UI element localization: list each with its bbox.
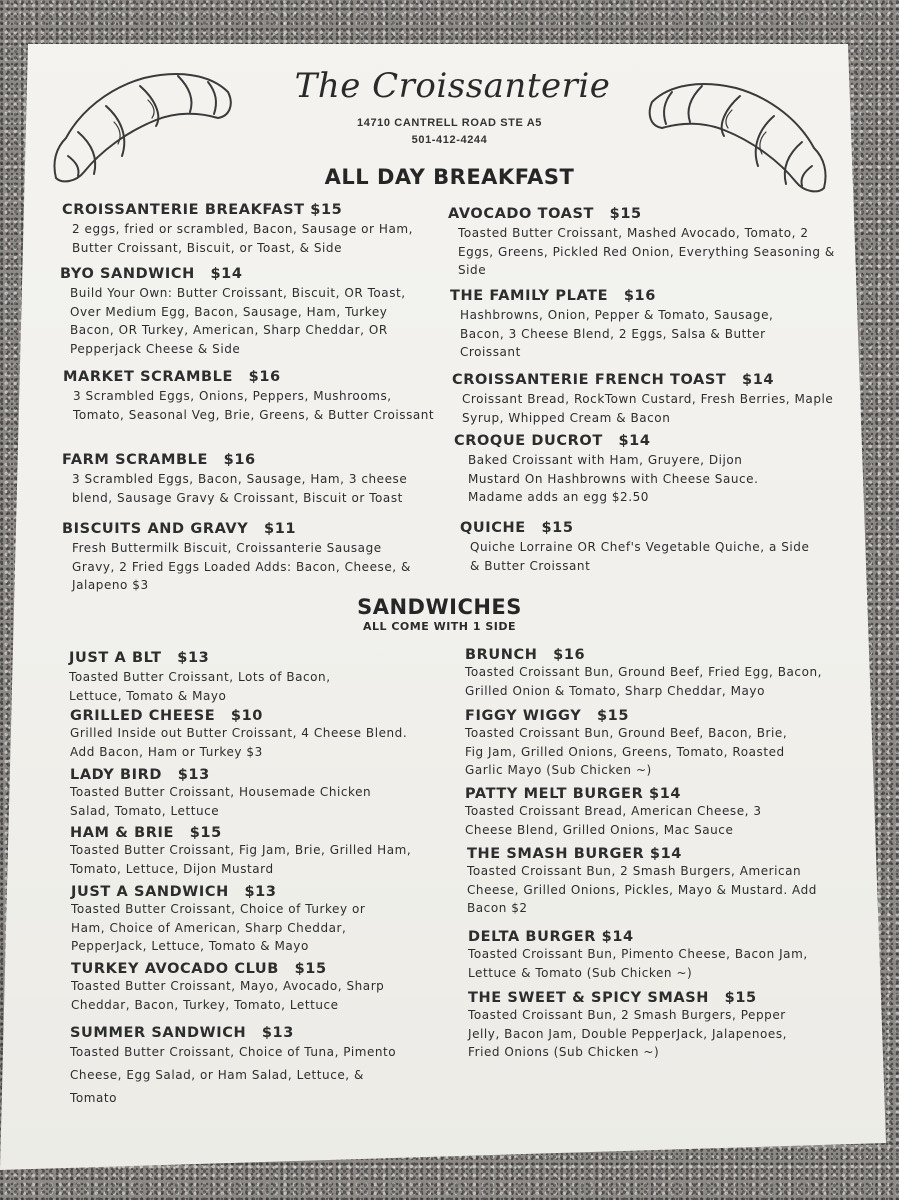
menu-item-farm-scramble bbox=[62, 452, 442, 507]
restaurant-name: The Croissanterie bbox=[294, 66, 611, 106]
item-description: Toasted Butter Croissant, Choice of Tuna, Pimento Cheese, Egg Salad, or Ham Salad, Lettuce, & Tomato bbox=[70, 1045, 397, 1105]
item-name: THE FAMILY PLATE bbox=[450, 288, 609, 304]
item-price: $15 bbox=[724, 990, 757, 1006]
item-price: $11 bbox=[264, 521, 297, 537]
item-name: CROISSANTERIE FRENCH TOAST bbox=[452, 372, 727, 388]
item-name: FARM SCRAMBLE bbox=[62, 452, 209, 468]
item-price: $16 bbox=[553, 647, 586, 663]
item-description: 3 Scrambled Eggs, Onions, Peppers, Mushrooms, Tomato, Seasonal Veg, Brie, Greens, & Butter Croissant bbox=[73, 389, 435, 422]
menu-item-just-a-sandwich bbox=[71, 884, 421, 956]
menu-item-just-a-blt bbox=[69, 650, 419, 705]
item-description: Toasted Butter Croissant, Lots of Bacon, Lettuce, Tomato & Mayo bbox=[69, 670, 331, 703]
item-price: $15 bbox=[189, 825, 222, 841]
item-name: THE SWEET & SPICY SMASH bbox=[468, 990, 709, 1006]
item-description: Hashbrowns, Onion, Pepper & Tomato, Sausage, Bacon, 3 Cheese Blend, 2 Eggs, Salsa & Butter Croissant bbox=[460, 308, 774, 359]
item-price: $14 bbox=[742, 372, 775, 388]
item-price: $16 bbox=[623, 288, 656, 304]
item-description: Croissant Bread, RockTown Custard, Fresh Berries, Maple Syrup, Whipped Cream & Bacon bbox=[462, 392, 834, 425]
menu-item-avocado-toast bbox=[448, 206, 848, 280]
item-price: $14 bbox=[649, 786, 682, 802]
item-description: Toasted Butter Croissant, Choice of Turkey or Ham, Choice of American, Sharp Cheddar, PepperJack, Lettuce, Tomato & Mayo bbox=[71, 902, 366, 953]
menu-item-family-plate bbox=[450, 288, 795, 362]
item-name: JUST A SANDWICH bbox=[71, 884, 229, 900]
item-name: MARKET SCRAMBLE bbox=[63, 369, 233, 385]
menu-item-delta-burger bbox=[468, 929, 818, 982]
item-description: Toasted Butter Croissant, Housemade Chicken Salad, Tomato, Lettuce bbox=[70, 785, 372, 818]
item-name: SUMMER SANDWICH bbox=[70, 1025, 247, 1041]
item-name: AVOCADO TOAST bbox=[448, 206, 594, 222]
item-price: $14 bbox=[601, 929, 634, 945]
address: 14710 CANTRELL ROAD STE A5 bbox=[357, 117, 542, 129]
menu-item-smash-burger bbox=[467, 846, 817, 918]
item-name: LADY BIRD bbox=[70, 767, 163, 783]
menu-item-market-scramble bbox=[63, 369, 443, 424]
item-price: $15 bbox=[541, 520, 574, 536]
item-price: $13 bbox=[177, 650, 210, 666]
menu-item-sweet-and-spicy-smash bbox=[468, 990, 818, 1062]
item-name: HAM & BRIE bbox=[70, 825, 175, 841]
item-description: Toasted Croissant Bread, American Cheese, 3 Cheese Blend, Grilled Onions, Mac Sauce bbox=[465, 804, 762, 837]
breakfast-heading: ALL DAY BREAKFAST bbox=[324, 165, 575, 189]
item-name: QUICHE bbox=[460, 520, 526, 536]
menu-item-grilled-cheese bbox=[70, 708, 420, 761]
item-name: JUST A BLT bbox=[69, 650, 162, 666]
item-price: $13 bbox=[177, 767, 210, 783]
item-name: PATTY MELT BURGER bbox=[465, 786, 644, 802]
menu-item-summer-sandwich bbox=[70, 1025, 420, 1110]
menu-item-french-toast bbox=[452, 372, 852, 427]
item-price: $13 bbox=[261, 1025, 294, 1041]
sandwiches-subheading: ALL COME WITH 1 SIDE bbox=[363, 620, 516, 633]
item-price: $16 bbox=[248, 369, 281, 385]
item-description: Toasted Croissant Bun, 2 Smash Burgers, Pepper Jelly, Bacon Jam, Double PepperJack, Jalapenoes, Fried Onions (Sub Chicken ~) bbox=[468, 1008, 787, 1059]
item-name: BYO SANDWICH bbox=[60, 266, 195, 282]
item-name: THE SMASH BURGER bbox=[467, 846, 645, 862]
item-price: $14 bbox=[618, 433, 651, 449]
item-description: Toasted Croissant Bun, Pimento Cheese, Bacon Jam, Lettuce & Tomato (Sub Chicken ~) bbox=[468, 947, 808, 980]
item-price: $13 bbox=[244, 884, 277, 900]
item-price: $15 bbox=[310, 202, 343, 218]
menu-item-turkey-avocado-club bbox=[71, 961, 431, 1014]
item-description: 2 eggs, fried or scrambled, Bacon, Sausage or Ham, Butter Croissant, Biscuit, or Toast, & Side bbox=[72, 222, 413, 255]
menu-item-byo-sandwich bbox=[60, 266, 430, 358]
item-name: FIGGY WIGGY bbox=[465, 708, 582, 724]
item-price: $15 bbox=[294, 961, 327, 977]
item-name: TURKEY AVOCADO CLUB bbox=[71, 961, 279, 977]
item-description: Grilled Inside out Butter Croissant, 4 Cheese Blend. Add Bacon, Ham or Turkey $3 bbox=[70, 726, 408, 759]
item-description: 3 Scrambled Eggs, Bacon, Sausage, Ham, 3 cheese blend, Sausage Gravy & Croissant, Biscuit or Toast bbox=[72, 472, 408, 505]
item-name: BISCUITS AND GRAVY bbox=[62, 521, 249, 537]
phone: 501-412-4244 bbox=[411, 134, 488, 146]
menu-item-quiche bbox=[460, 520, 840, 575]
item-name: DELTA BURGER bbox=[468, 929, 596, 945]
item-name: CROISSANTERIE BREAKFAST bbox=[62, 202, 305, 218]
menu-item-patty-melt-burger bbox=[465, 786, 805, 839]
menu-item-lady-bird bbox=[70, 767, 420, 820]
item-name: BRUNCH bbox=[465, 647, 538, 663]
item-description: Toasted Butter Croissant, Mayo, Avocado, Sharp Cheddar, Bacon, Turkey, Tomato, Lettuce bbox=[71, 979, 385, 1012]
sandwiches-heading: SANDWICHES bbox=[357, 595, 522, 619]
item-price: $10 bbox=[230, 708, 263, 724]
item-price: $15 bbox=[609, 206, 642, 222]
menu-item-figgy-wiggy bbox=[465, 708, 805, 780]
item-price: $14 bbox=[649, 846, 682, 862]
menu-item-brunch bbox=[465, 647, 855, 700]
item-name: CROQUE DUCROT bbox=[454, 433, 603, 449]
item-price: $15 bbox=[596, 708, 630, 724]
menu-item-ham-and-brie bbox=[70, 825, 420, 878]
menu-item-croque-ducrot bbox=[454, 433, 834, 507]
item-price: $16 bbox=[223, 452, 256, 468]
item-description: Toasted Croissant Bun, 2 Smash Burgers, American Cheese, Grilled Onions, Pickles, Mayo & Mustard. Add Bacon $2 bbox=[467, 864, 817, 915]
item-name: GRILLED CHEESE bbox=[70, 708, 216, 724]
item-description: Quiche Lorraine OR Chef's Vegetable Quiche, a Side & Butter Croissant bbox=[470, 540, 810, 573]
item-description: Toasted Croissant Bun, Ground Beef, Fried Egg, Bacon, Grilled Onion & Tomato, Sharp Cheddar, Mayo bbox=[465, 665, 822, 698]
menu-item-biscuits-and-gravy bbox=[62, 521, 422, 595]
menu-item-croissanterie-breakfast bbox=[62, 202, 422, 257]
item-price: $14 bbox=[210, 266, 243, 282]
item-description: Toasted Croissant Bun, Ground Beef, Bacon, Brie, Fig Jam, Grilled Onions, Greens, Tomato, Roasted Garlic Mayo (Sub Chicken ~) bbox=[465, 726, 788, 777]
item-description: Build Your Own: Butter Croissant, Biscuit, OR Toast, Over Medium Egg, Bacon, Sausage, Ham, Turkey Bacon, OR Turkey, American, Sharp Cheddar, OR Pepperjack Cheese & Side bbox=[70, 286, 406, 356]
item-description: Baked Croissant with Ham, Gruyere, Dijon Mustard On Hashbrowns with Cheese Sauce. Madame adds an egg $2.50 bbox=[468, 453, 759, 504]
item-description: Toasted Butter Croissant, Mashed Avocado, Tomato, 2 Eggs, Greens, Pickled Red Onion, Everything Seasoning & Side bbox=[458, 226, 835, 277]
item-description: Toasted Butter Croissant, Fig Jam, Brie, Grilled Ham, Tomato, Lettuce, Dijon Mustard bbox=[70, 843, 412, 876]
item-description: Fresh Buttermilk Biscuit, Croissanterie Sausage Gravy, 2 Fried Eggs Loaded Adds: Bacon, Cheese, & Jalapeno $3 bbox=[72, 541, 411, 592]
